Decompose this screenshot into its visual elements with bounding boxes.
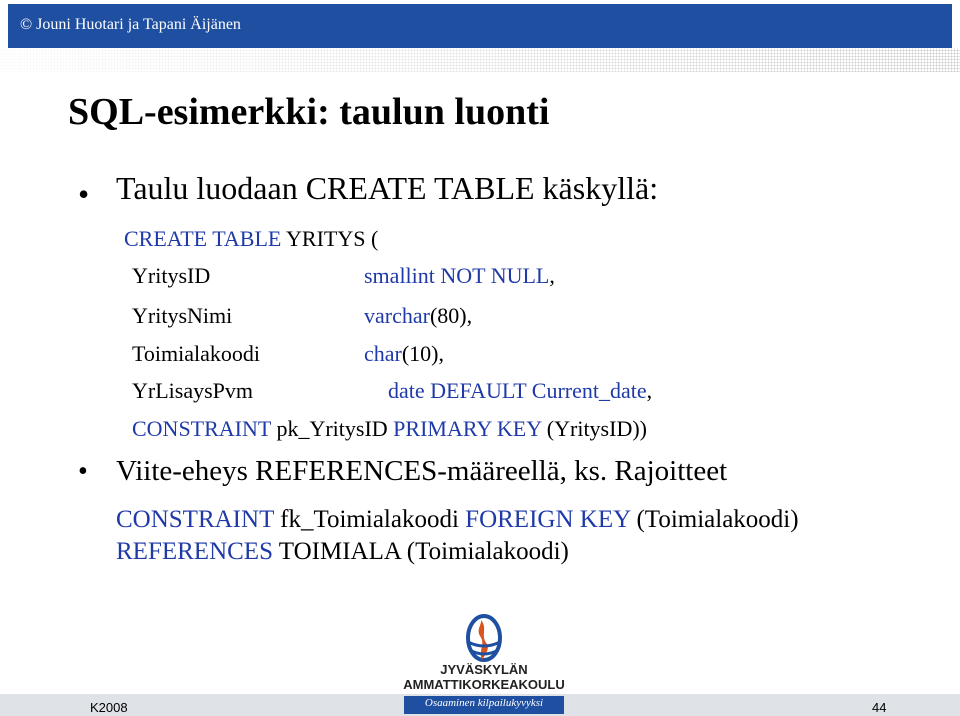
bullet-references: Viite-eheys REFERENCES-määreellä, ks. Rajoitteet [116, 455, 728, 487]
school-name [402, 662, 566, 692]
column-type [364, 341, 444, 367]
constraint-keyword: CONSTRAINT [132, 416, 271, 441]
type-rest: , [549, 263, 555, 288]
bullet-marker: • [78, 176, 90, 212]
table-name: YRITYS ( [281, 226, 379, 251]
constraint-tail: (YritysID)) [541, 416, 647, 441]
type-keyword: char [364, 341, 402, 366]
fk-tail: (Toimialakoodi) [630, 506, 799, 533]
bullet-create-table: Taulu luodaan CREATE TABLE käskyllä: [116, 170, 659, 206]
footer-course-code: K2008 [90, 700, 128, 715]
type-rest: (10), [401, 341, 445, 366]
code-create-line [124, 226, 378, 252]
column-name: YrLisaysPvm [132, 378, 253, 403]
header-dot-pattern [0, 48, 960, 72]
foreign-key-keyword: FOREIGN KEY [465, 506, 631, 533]
column-name: YritysID [132, 263, 211, 288]
column-type [364, 263, 555, 289]
column-name: YritysNimi [132, 303, 233, 328]
type-keyword: smallint NOT NULL [364, 263, 550, 288]
references-keyword: REFERENCES [116, 538, 273, 565]
fk-references-line [116, 538, 569, 566]
page-number: 44 [872, 700, 887, 715]
constraint-name: pk_YritysID [270, 416, 394, 441]
references-tail: TOIMIALA (Toimialakoodi) [272, 538, 569, 565]
column-type [388, 378, 652, 404]
fk-constraint-line [116, 506, 799, 534]
slide-title: SQL-esimerkki: taulun luonti [68, 91, 550, 133]
code-constraint-line [132, 416, 647, 442]
primary-key-keyword: PRIMARY KEY [393, 416, 542, 441]
copyright-text: © Jouni Huotari ja Tapani Äijänen [20, 16, 241, 33]
fk-name: fk_Toimialakoodi [273, 506, 466, 533]
school-name-line2: AMMATTIKORKEAKOULU [403, 677, 565, 692]
type-rest: (80), [429, 303, 473, 328]
school-name-line1: JYVÄSKYLÄN [440, 662, 528, 677]
fk-constraint-keyword: CONSTRAINT [116, 506, 274, 533]
header-bar [8, 4, 952, 48]
column-name: Toimialakoodi [132, 341, 260, 366]
bullet-marker: • [78, 456, 88, 487]
create-keyword: CREATE TABLE [124, 226, 282, 251]
type-keyword: varchar [364, 303, 430, 328]
tagline: Osaaminen kilpailukyvyksi [424, 697, 544, 709]
column-type [364, 303, 472, 329]
type-keyword: date DEFAULT Current_date [388, 378, 647, 403]
type-rest: , [646, 378, 653, 403]
